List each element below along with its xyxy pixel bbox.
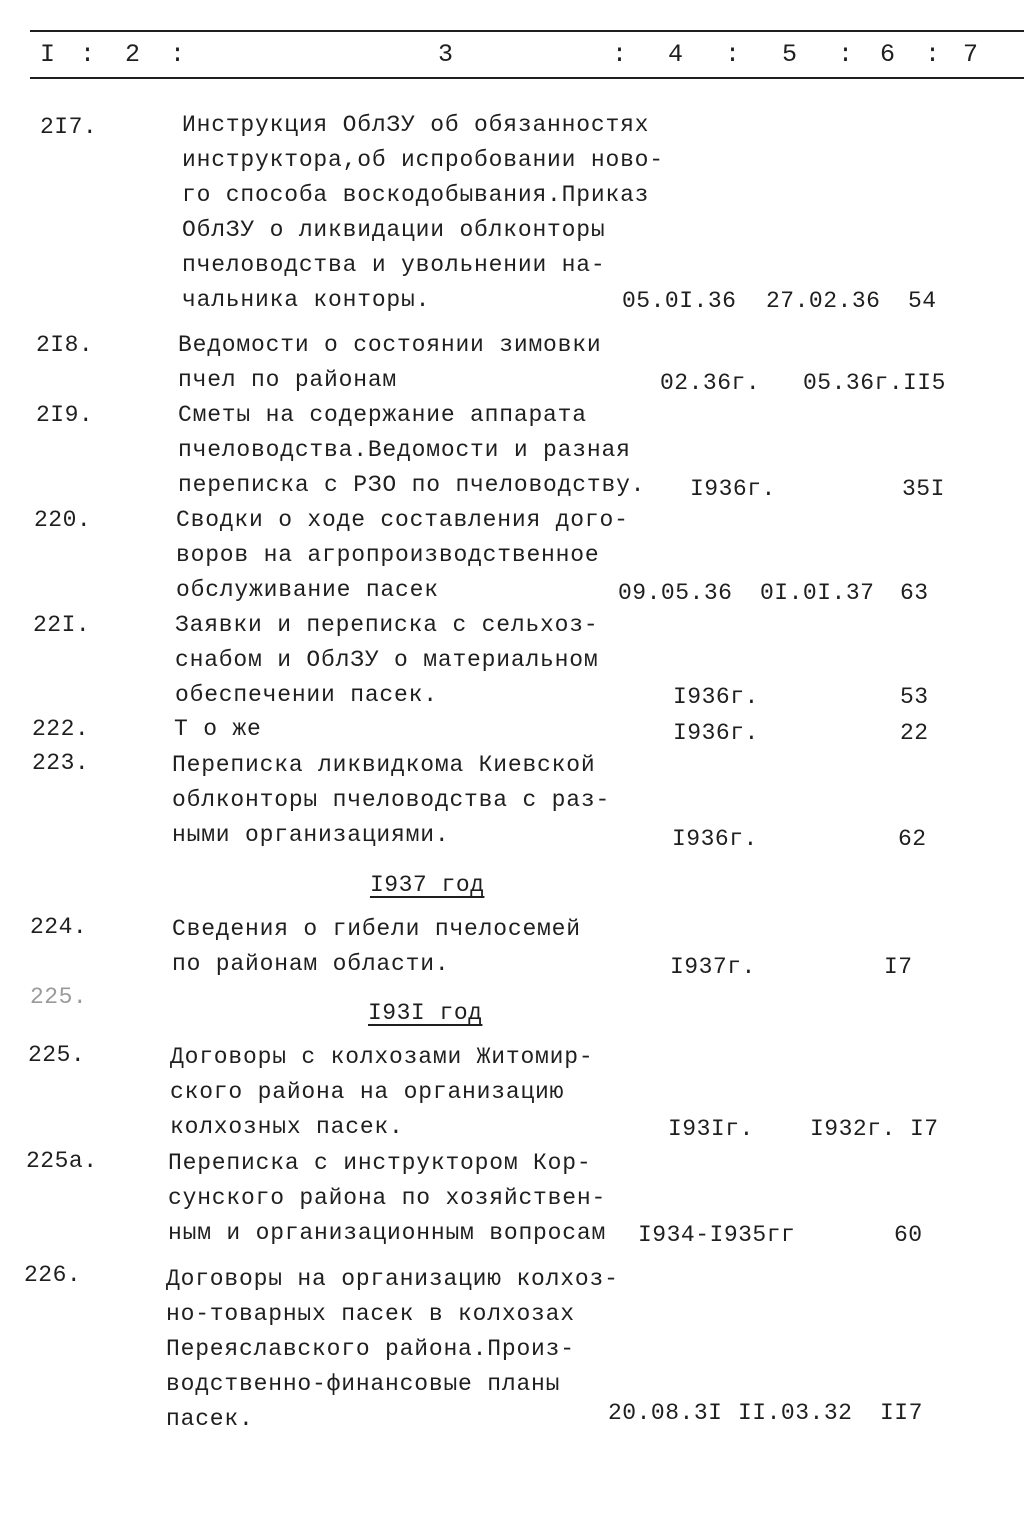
- entry-page-count: I7: [910, 1116, 939, 1142]
- header-col-6: 6: [880, 40, 896, 69]
- entry-number: 22I.: [33, 612, 91, 638]
- entry-number: 2I8.: [36, 332, 94, 358]
- entry-page-count: 62: [898, 826, 927, 852]
- header-top-rule: [30, 30, 1024, 32]
- entry-number: 2I9.: [36, 402, 94, 428]
- header-separator: :: [170, 40, 186, 69]
- header-col-1: I: [40, 40, 56, 69]
- entry-page-count: 63: [900, 580, 929, 606]
- entry-number: 222.: [32, 716, 90, 742]
- header-col-5: 5: [782, 40, 798, 69]
- entry-date-start: I93Iг.: [668, 1116, 754, 1142]
- entry-number: 2I7.: [40, 114, 98, 140]
- section-heading-1937: I937 год: [370, 872, 485, 898]
- entry-number: 225.: [28, 1042, 86, 1068]
- entry-date-end: 05.36г.: [803, 370, 904, 396]
- entry-title: Переписка с инструктором Кор- сунского района по хозяйствен- ным и организационным вопросам: [168, 1150, 607, 1246]
- entry-page-count: II5: [903, 370, 946, 396]
- entry-date-start: 05.0I.36: [622, 288, 737, 314]
- entry-date-start: I936г.: [672, 826, 758, 852]
- header-col-7: 7: [963, 40, 979, 69]
- header-separator: :: [725, 40, 741, 69]
- entry-date-start: 02.36г.: [660, 370, 761, 396]
- header-separator: :: [925, 40, 941, 69]
- header-separator: :: [80, 40, 96, 69]
- header-separator: :: [838, 40, 854, 69]
- header-col-2: 2: [125, 40, 141, 69]
- entry-date-start: I936г.: [673, 684, 759, 710]
- entry-title: Договоры на организацию колхоз- но-товарных пасек в колхозах Переяславского района.Произ- водственно-финансовые планы пасек.: [166, 1266, 619, 1432]
- entry-date-start: I934-I935гг: [638, 1222, 796, 1248]
- entry-title: Сводки о ходе составления дого- воров на агропроизводственное обслуживание пасек: [176, 507, 629, 603]
- entry-title: Переписка ликвидкома Киевской облконторы пчеловодства с раз- ными организациями.: [172, 752, 611, 848]
- entry-date-start: 20.08.3I: [608, 1400, 723, 1426]
- entry-page-count: II7: [880, 1400, 923, 1426]
- entry-number: 226.: [24, 1262, 82, 1288]
- entry-title: Заявки и переписка с сельхоз- снабом и ОблЗУ о материальном обеспечении пасек.: [175, 612, 599, 708]
- entry-date-start: I936г.: [690, 476, 776, 502]
- entry-number: 220.: [34, 507, 92, 533]
- header-col-4: 4: [668, 40, 684, 69]
- entry-title: Инструкция ОблЗУ об обязанностях инструктора,об испробовании ново- го способа воскодобывания.Приказ ОблЗУ о ликвидации облконторы пчеловодства и увольнении на- чальника конторы.: [182, 112, 664, 313]
- header-separator: :: [612, 40, 628, 69]
- entry-page-count: 60: [894, 1222, 923, 1248]
- entry-page-count: 22: [900, 720, 929, 746]
- entry-number: 224.: [30, 914, 88, 940]
- entry-date-start: 09.05.36: [618, 580, 733, 606]
- struck-entry-number: 225.: [30, 984, 88, 1010]
- entry-title: Сведения о гибели пчелосемей по районам области.: [172, 916, 581, 977]
- entry-date-end: 27.02.36: [766, 288, 881, 314]
- header-col-3: 3: [438, 40, 454, 69]
- entry-title: Ведомости о состоянии зимовки пчел по районам: [178, 332, 602, 393]
- entry-page-count: 54: [908, 288, 937, 314]
- entry-page-count: 53: [900, 684, 929, 710]
- entry-date-end: II.03.32: [738, 1400, 853, 1426]
- entry-date-start: I936г.: [673, 720, 759, 746]
- entry-number: 223.: [32, 750, 90, 776]
- section-heading-1931: I93I год: [368, 1000, 483, 1026]
- entry-page-count: 35I: [902, 476, 945, 502]
- entry-title: Договоры с колхозами Житомир- ского района на организацию колхозных пасек.: [170, 1044, 594, 1140]
- entry-date-start: I937г.: [670, 954, 756, 980]
- entry-title: Т о же: [174, 716, 262, 742]
- header-bottom-rule: [30, 77, 1024, 79]
- entry-title: Сметы на содержание аппарата пчеловодства.Ведомости и разная переписка с РЗО по пчеловодству.: [178, 402, 646, 498]
- entry-date-end: I932г.: [810, 1116, 896, 1142]
- entry-page-count: I7: [884, 954, 913, 980]
- entry-date-end: 0I.0I.37: [760, 580, 875, 606]
- entry-number: 225а.: [26, 1148, 98, 1174]
